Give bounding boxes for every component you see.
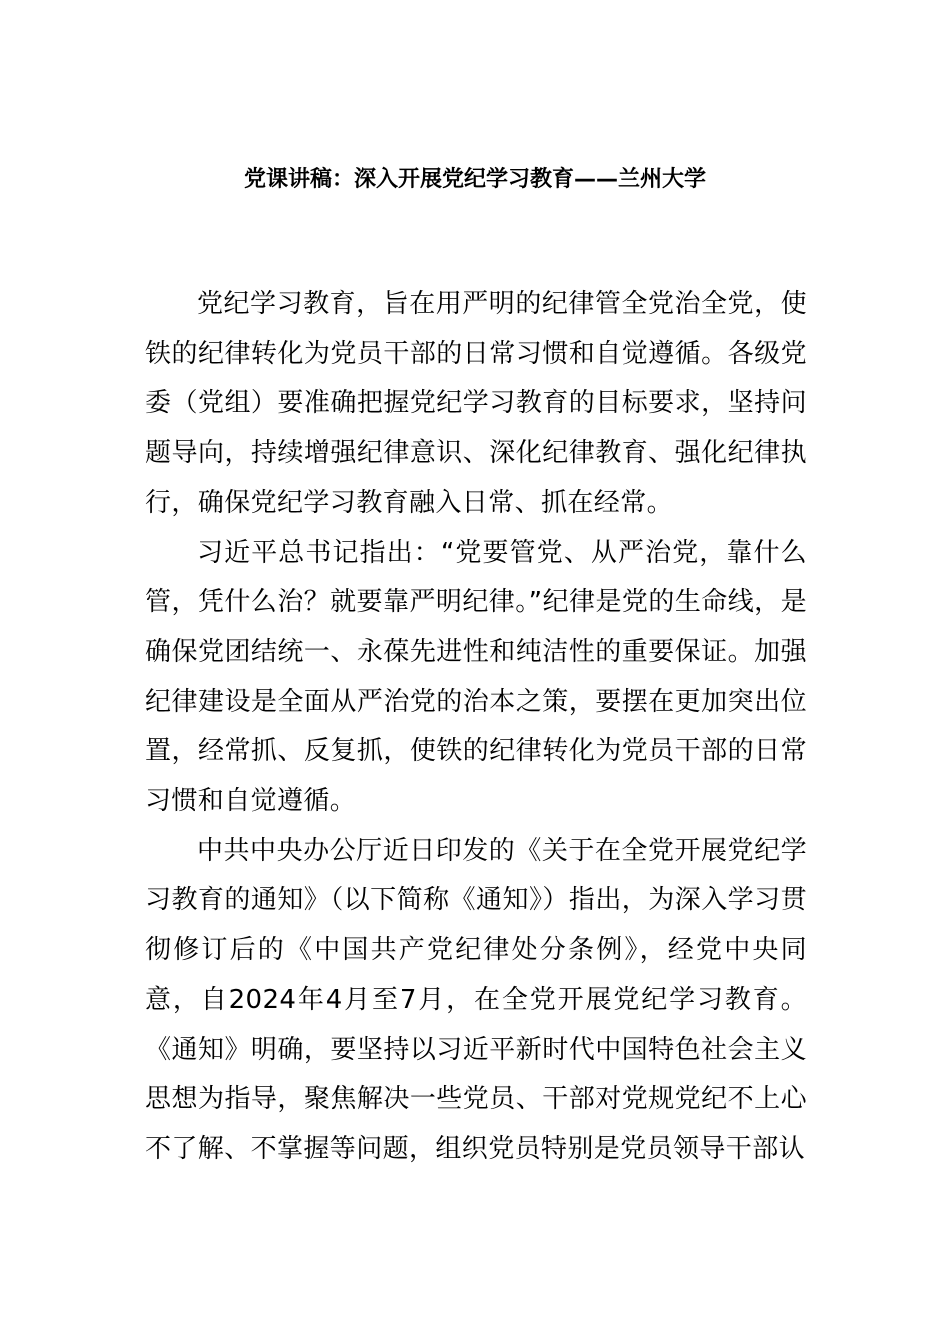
document-title: 党课讲稿：深入开展党纪学习教育——兰州大学: [243, 167, 706, 192]
paragraph-1: 党纪学习教育，旨在用严明的纪律管全党治全党，使铁的纪律转化为党员干部的日常习惯和自觉遵循。各级党委（党组）要准确把握党纪学习教育的目标要求，坚持问题导向，持续增强纪律意识、深化纪律教育、强化纪律执行，确保党纪学习教育融入日常、抓在经常。: [145, 289, 807, 518]
paragraph-2: 习近平总书记指出：“党要管党、从严治党，靠什么管，凭什么治？就要靠严明纪律。”纪律是党的生命线，是确保党团结统一、永葆先进性和纯洁性的重要保证。加强纪律建设是全面从严治党的治本之策，要摆在更加突出位置，经常抓、反复抓，使铁的纪律转化为党员干部的日常习惯和自觉遵循。: [145, 537, 807, 817]
paragraph-3: 中共中央办公厅近日印发的《关于在全党开展党纪学习教育的通知》（以下简称《通知》）指出，为深入学习贯彻修订后的《中国共产党纪律处分条例》，经党中央同意，自2024年4月至7月，在全党开展党纪学习教育。《通知》明确，要坚持以习近平新时代中国特色社会主义思想为指导，聚焦解决一些党员、干部对党规党纪不上心不了解、不掌握等问题，组织党员特别是党员领导干部认: [145, 835, 807, 1164]
document-body: [145, 280, 807, 1175]
